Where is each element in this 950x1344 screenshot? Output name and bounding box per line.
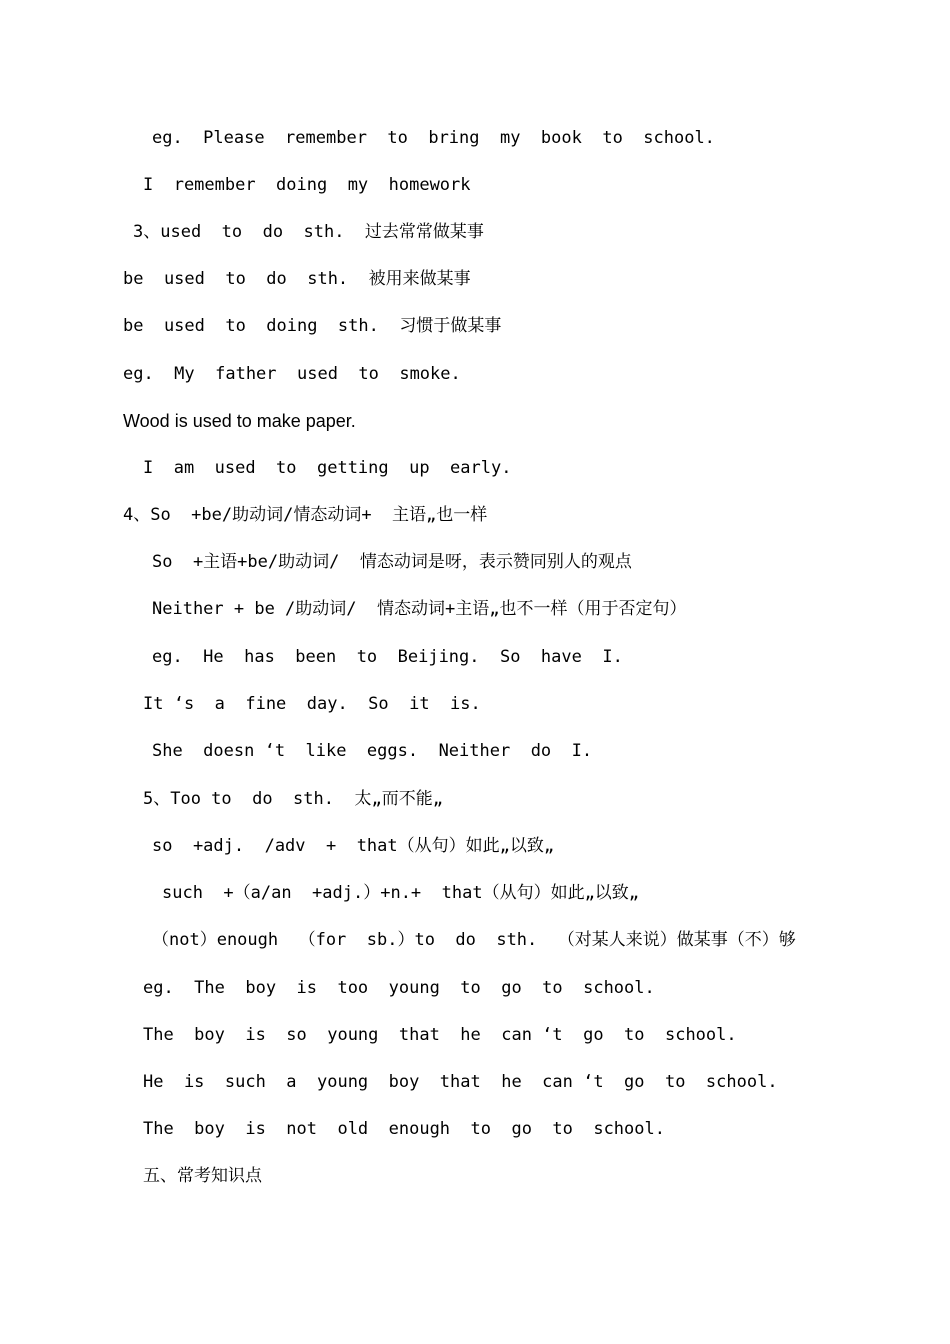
text-line-9: 4、So +be/助动词/情态动词+ 主语„也一样	[123, 505, 488, 525]
text-line-21: He is such a young boy that he can ‘t go to school.	[143, 1072, 778, 1092]
text-line-10: So +主语+be/助动词/ 情态动词是呀，表示赞同别人的观点	[152, 552, 632, 572]
text-line-18: （not）enough （for sb.）to do sth. （对某人来说）做某事（不）够	[152, 930, 796, 950]
text-line-19: eg. The boy is too young to go to school.	[143, 978, 655, 998]
text-line-13: It ‘s a fine day. So it is.	[143, 694, 481, 714]
text-line-17: such +（a/an +adj.）+n.+ that（从句）如此„以致„	[162, 883, 640, 903]
text-line-2: I remember doing my homework	[143, 175, 471, 195]
text-line-15: 5、Too to do sth. 太„而不能„	[143, 789, 443, 809]
text-line-5: be used to doing sth. 习惯于做某事	[123, 316, 502, 336]
text-line-7: Wood is used to make paper.	[123, 411, 356, 431]
text-line-12: eg. He has been to Beijing. So have I.	[152, 647, 623, 667]
text-line-14: She doesn ‘t like eggs. Neither do I.	[152, 741, 593, 761]
section-heading: 五、常考知识点	[143, 1166, 262, 1186]
text-line-6: eg. My father used to smoke.	[123, 364, 461, 384]
text-line-3: 3、used to do sth. 过去常常做某事	[133, 222, 484, 242]
text-line-4: be used to do sth. 被用来做某事	[123, 269, 471, 289]
text-line-11: Neither + be /助动词/ 情态动词+主语„也不一样（用于否定句）	[152, 599, 687, 619]
text-line-16: so +adj. /adv + that（从句）如此„以致„	[152, 836, 555, 856]
text-line-22: The boy is not old enough to go to school.	[143, 1119, 665, 1139]
text-line-1: eg. Please remember to bring my book to school.	[152, 128, 715, 148]
text-line-20: The boy is so young that he can ‘t go to school.	[143, 1025, 737, 1045]
text-line-8: I am used to getting up early.	[143, 458, 512, 478]
